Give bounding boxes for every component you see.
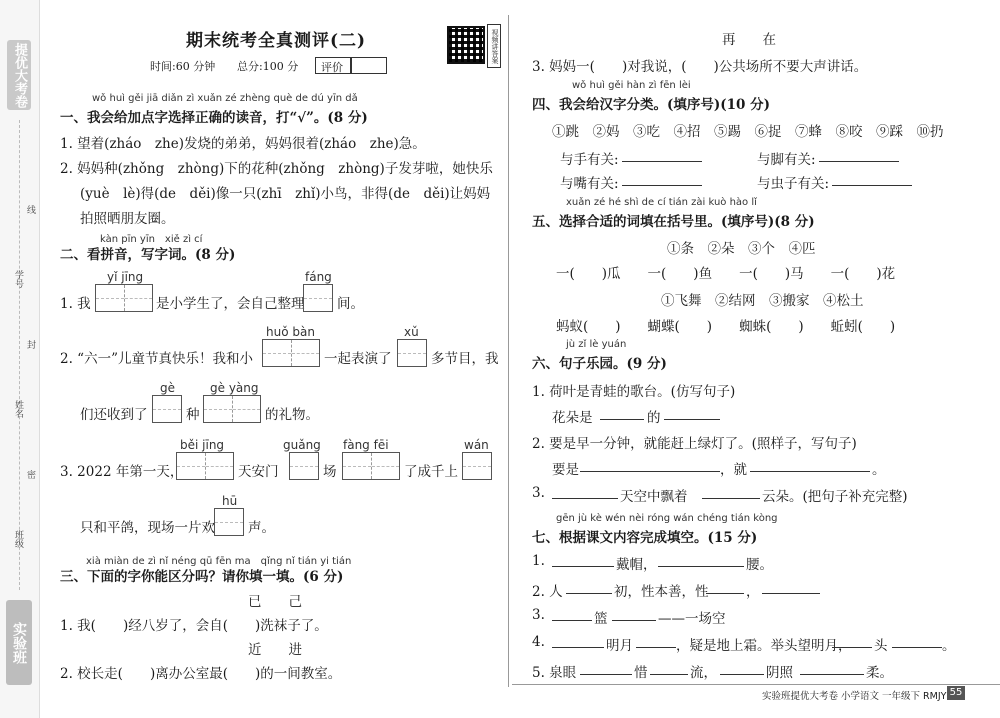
question-7-5-c: 流，: [690, 665, 717, 681]
question-2-3-line2-b: 声。: [248, 520, 275, 536]
pinyin-hint: hū: [222, 494, 238, 508]
section-pinyin: xuǎn zé hé shì de cí tián zài kuò hào lǐ: [566, 197, 757, 208]
answer-line[interactable]: [832, 634, 872, 648]
question-6-1-b: 的: [647, 410, 661, 426]
question-2-1-a: 1. 我: [60, 296, 91, 312]
category-insect: 与虫子有关:: [757, 176, 830, 192]
answer-line[interactable]: [664, 406, 720, 420]
answer-line[interactable]: [800, 661, 864, 675]
question-2-2-line2-a: 们还收到了: [80, 407, 148, 423]
question-7-5-a: 5. 泉眼: [532, 665, 577, 681]
question-2-3-c: 场: [323, 464, 337, 480]
page-title: 期末统考全真测评(二): [186, 31, 367, 51]
pinyin-hint: fàng fēi: [343, 438, 389, 452]
answer-line[interactable]: [580, 458, 720, 472]
char-grid[interactable]: [462, 452, 492, 480]
pinyin-hint: běi jīng: [180, 438, 225, 452]
word-options: ①条 ②朵 ③个 ④匹: [667, 241, 816, 257]
section-pinyin: kàn pīn yīn xiě zì cí: [100, 234, 203, 245]
answer-line[interactable]: [552, 607, 592, 621]
brand-logo: 实验班: [6, 600, 32, 685]
pinyin-hint: gè yàng: [210, 381, 259, 395]
question-2-2-c: 多节目，我: [431, 351, 499, 367]
question-1-2: 2. 妈妈种(zhǒng zhòng)下的花种(zhǒng zhòng)子发芽啦，她快乐: [60, 161, 493, 177]
question-3-1: 1. 我( )经八岁了，会自( )洗袜子了。: [60, 618, 328, 634]
answer-line[interactable]: [658, 553, 744, 567]
question-7-4-a: 4.: [532, 634, 545, 650]
question-6-3-b: 天空中飘着: [620, 489, 688, 505]
question-7-3-b: 篮: [594, 611, 608, 627]
char-grid[interactable]: [262, 339, 320, 367]
char-grid[interactable]: [303, 284, 333, 312]
question-2-1-c: 间。: [337, 296, 364, 312]
answer-line[interactable]: [702, 485, 760, 499]
question-7-3-a: 3.: [532, 607, 545, 623]
section-pinyin: xià miàn de zì nǐ néng qū fēn ma qǐng nǐ tián yi tián: [86, 556, 352, 567]
question-2-3-a: 3. 2022 年第一天，: [60, 464, 184, 480]
pinyin-hint: gè: [160, 381, 175, 395]
margin-label: 线: [25, 205, 35, 214]
answer-line[interactable]: [622, 172, 702, 186]
pinyin-hint: fáng: [305, 270, 332, 284]
question-1-2-line3: 拍照晒朋友圈。: [80, 211, 175, 227]
category-mouth: 与嘴有关:: [560, 176, 619, 192]
time-limit: 时间:60 分钟: [150, 60, 216, 73]
grade-label: 评价: [321, 61, 343, 74]
binding-margin: [0, 0, 40, 718]
question-6-2-a: 要是: [552, 462, 579, 478]
qr-code-icon[interactable]: [447, 26, 485, 64]
question-6-3-a: 3.: [532, 485, 545, 501]
answer-line[interactable]: [636, 634, 676, 648]
question-2-3-line2-a: 只和平鸽，现场一片欢: [80, 520, 215, 536]
margin-label: 班级: [13, 530, 23, 548]
answer-line[interactable]: [750, 458, 870, 472]
char-pair: 近 进: [248, 642, 302, 658]
answer-line[interactable]: [552, 634, 604, 648]
section-heading-4: 四、我会给汉字分类。(填序号)(10 分): [532, 97, 771, 113]
question-7-5-b: 惜: [634, 665, 648, 681]
section-heading-7: 七、根据课文内容完成填空。(15 分): [532, 530, 758, 546]
answer-line[interactable]: [600, 406, 644, 420]
question-7-2-a: 2. 人: [532, 584, 563, 600]
answer-line[interactable]: [552, 553, 614, 567]
question-7-5-e: 柔。: [866, 665, 893, 681]
question-2-3-d: 了成千上: [404, 464, 458, 480]
question-2-1-b: 是小学生了，会自己整理: [156, 296, 305, 312]
page-number: 55: [947, 686, 965, 700]
section-pinyin: jù zǐ lè yuán: [566, 339, 627, 350]
question-1-2-line2: (yuè lè)得(de děi)像一只(zhī zhǐ)小鸟，非得(de děi)让妈妈: [80, 186, 491, 202]
question-6-1: 1. 荷叶是青蛙的歌台。(仿写句子): [532, 384, 736, 400]
word-options: ①飞舞 ②结网 ③搬家 ④松土: [661, 293, 864, 309]
answer-line[interactable]: [580, 661, 632, 675]
answer-line[interactable]: [612, 607, 656, 621]
brand-label: 提优大考卷: [7, 40, 31, 110]
footer-rule: [512, 684, 1000, 685]
answer-line[interactable]: [832, 172, 912, 186]
question-6-2-b: ，就: [720, 462, 747, 478]
margin-label: 密: [25, 470, 35, 479]
answer-line[interactable]: [706, 580, 744, 594]
answer-line[interactable]: [650, 661, 688, 675]
section-pinyin: wǒ huì gěi hàn zì fēn lèi: [572, 80, 691, 91]
question-2-2-b: 一起表演了: [324, 351, 392, 367]
section-pinyin: gēn jù kè wén nèi róng wán chéng tián kòng: [556, 513, 778, 524]
measure-word-row: 一( )瓜 一( )鱼 一( )马 一( )花: [556, 266, 896, 282]
answer-line[interactable]: [819, 148, 899, 162]
answer-line[interactable]: [892, 634, 942, 648]
char-pair: 再 在: [722, 32, 776, 48]
question-7-4-b: 明月: [606, 638, 633, 654]
pinyin-hint: yǐ jīng: [107, 270, 144, 284]
grade-input[interactable]: [351, 57, 387, 74]
section-heading-3: 三、下面的字你能区分吗？请你填一填。(6 分): [60, 569, 344, 585]
question-6-3-c: 云朵。(把句子补充完整): [762, 489, 908, 505]
section-heading-5: 五、选择合适的词填在括号里。(填序号)(8 分): [532, 214, 815, 230]
pinyin-hint: xǔ: [404, 325, 419, 339]
question-2-2-a: 2. “六一”儿童节真快乐！我和小: [60, 351, 253, 367]
question-3-3: 3. 妈妈一( )对我说，( )公共场所不要大声讲话。: [532, 59, 868, 75]
action-word-row: 蚂蚁( ) 蝴蝶( ) 蜘蛛( ) 蚯蚓( ): [556, 319, 896, 335]
margin-label: 学号: [13, 270, 23, 288]
total-score: 总分:100 分: [237, 60, 299, 73]
question-6-2: 2. 要是早一分钟，就能赶上绿灯了。(照样子，写句子): [532, 436, 857, 452]
margin-label: 封: [25, 340, 35, 349]
question-2-2-line2-b: 种: [186, 407, 200, 423]
question-7-1-a: 1.: [532, 553, 545, 569]
section-pinyin: wǒ huì gěi jiā diǎn zì xuǎn zé zhèng què de dú yīn dǎ: [92, 93, 358, 104]
column-divider: [508, 15, 509, 687]
qr-tag: 视频讲答案: [487, 24, 501, 68]
answer-line[interactable]: [552, 485, 618, 499]
char-grid[interactable]: [342, 452, 400, 480]
grade-label-box: [315, 57, 351, 74]
char-grid[interactable]: [214, 508, 244, 536]
pinyin-hint: huǒ bàn: [266, 325, 315, 339]
answer-line[interactable]: [762, 580, 820, 594]
char-grid[interactable]: [95, 284, 153, 312]
section-heading-1: 一、我会给加点字选择正确的读音，打“√”。(8 分): [60, 110, 368, 126]
pinyin-hint: guǎng: [283, 438, 321, 452]
section-heading-2: 二、看拼音，写字词。(8 分): [60, 247, 236, 263]
question-7-5-d: 阴照: [766, 665, 793, 681]
char-grid[interactable]: [152, 395, 182, 423]
section-heading-6: 六、句子乐园。(9 分): [532, 356, 667, 372]
question-7-1-c: 腰。: [746, 557, 773, 573]
footer-text: 实验班提优大考卷 小学语文 一年级下 RMJY: [762, 691, 947, 702]
question-7-4-d: 头: [874, 638, 888, 654]
margin-label: 姓名: [13, 400, 23, 418]
question-3-2: 2. 校长走( )离办公室最( )的一间教室。: [60, 666, 342, 682]
answer-line[interactable]: [720, 661, 764, 675]
char-grid[interactable]: [176, 452, 234, 480]
char-grid[interactable]: [203, 395, 261, 423]
char-options: ①跳 ②妈 ③吃 ④招 ⑤踢 ⑥捉 ⑦蜂 ⑧咬 ⑨踩 ⑩扔: [552, 124, 944, 140]
answer-line[interactable]: [622, 148, 702, 162]
char-pair: 已 己: [248, 594, 302, 610]
question-7-1-b: 戴帽，: [616, 557, 657, 573]
category-hand: 与手有关:: [560, 152, 619, 168]
question-6-2-c: 。: [872, 462, 886, 478]
question-2-2-line2-c: 的礼物。: [265, 407, 319, 423]
question-7-4-c: ，疑是地上霜。举头望明月，: [676, 638, 852, 654]
char-grid[interactable]: [397, 339, 427, 367]
question-7-2-b: 初，性本善，性: [614, 584, 709, 600]
category-foot: 与脚有关:: [757, 152, 816, 168]
question-1-1: 1. 望着(zháo zhe)发烧的弟弟，妈妈很着(zháo zhe)急。: [60, 136, 426, 152]
answer-line[interactable]: [566, 580, 612, 594]
question-7-2-c: ，: [746, 584, 760, 600]
question-6-1-a: 花朵是: [552, 410, 593, 426]
question-7-4-e: 。: [942, 638, 956, 654]
cut-line: [19, 120, 20, 590]
char-grid[interactable]: [289, 452, 319, 480]
question-2-3-b: 天安门: [238, 464, 279, 480]
question-7-3-c: ——一场空: [658, 611, 726, 627]
pinyin-hint: wán: [464, 438, 489, 452]
